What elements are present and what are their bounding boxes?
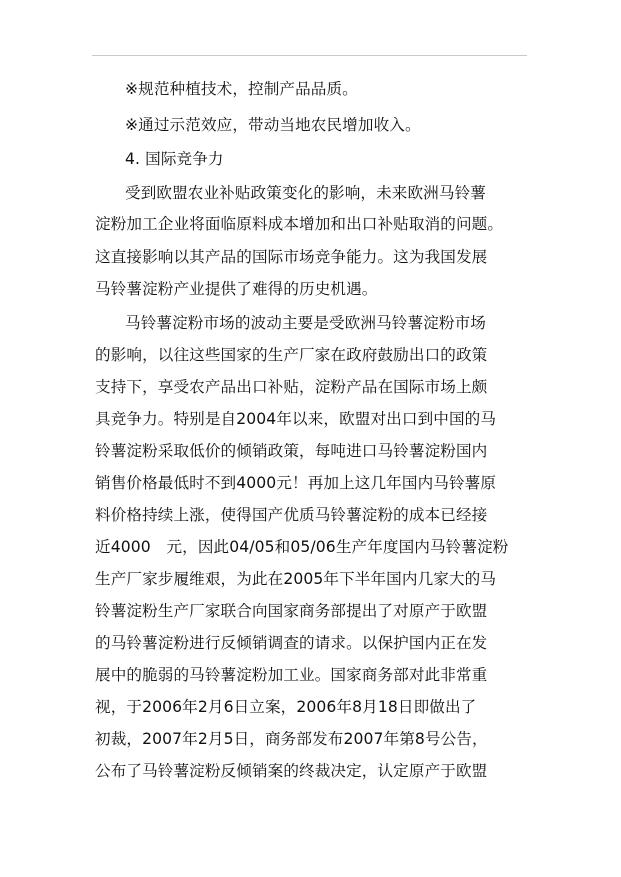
paragraph-line: 铃薯淀粉采取低价的倾销政策，每吨进口马铃薯淀粉国内	[95, 442, 488, 460]
paragraph-line: 的影响，以往这些国家的生产厂家在政府鼓励出口的政策	[95, 346, 488, 364]
bullet-item: ※规范种植技术，控制产品品质。	[125, 80, 358, 98]
paragraph-line: 受到欧盟农业补贴政策变化的影响，未来欧洲马铃薯	[125, 184, 486, 202]
bullet-item: ※通过示范效应，带动当地农民增加收入。	[125, 116, 421, 134]
paragraph-line: 销售价格最低时不到4000元！再加上这几年国内马铃薯原	[95, 474, 497, 492]
paragraph-line: 的马铃薯淀粉进行反倾销调查的请求。以保护国内正在发	[95, 634, 488, 652]
paragraph-line: 近4000 元，因此04/05和05/06生产年度国内马铃薯淀粉	[95, 538, 509, 556]
paragraph-line: 支持下，享受农产品出口补贴，淀粉产品在国际市场上颇	[95, 378, 488, 396]
paragraph-line: 马铃薯淀粉市场的波动主要是受欧洲马铃薯淀粉市场	[125, 314, 486, 332]
header-rule	[92, 55, 527, 56]
paragraph-line: 视，于2006年2月6日立案，2006年8月18日即做出了	[95, 698, 477, 716]
paragraph-line: 料价格持续上涨，使得国产优质马铃薯淀粉的成本已经接	[95, 506, 488, 524]
paragraph-line: 生产厂家步履维艰，为此在2005年下半年国内几家大的马	[95, 570, 497, 588]
paragraph-line: 具竞争力。特别是自2004年以来，欧盟对出口到中国的马	[95, 410, 497, 428]
paragraph-line: 公布了马铃薯淀粉反倾销案的终裁决定，认定原产于欧盟	[95, 762, 488, 780]
paragraph-line: 淀粉加工企业将面临原料成本增加和出口补贴取消的问题。	[95, 215, 504, 233]
paragraph-line: 这直接影响以其产品的国际市场竞争能力。这为我国发展	[95, 248, 488, 266]
paragraph-line: 马铃薯淀粉产业提供了难得的历史机遇。	[95, 280, 378, 298]
section-heading: 4. 国际竞争力	[125, 150, 224, 168]
paragraph-line: 铃薯淀粉生产厂家联合向国家商务部提出了对原产于欧盟	[95, 602, 488, 620]
paragraph-line: 展中的脆弱的马铃薯淀粉加工业。国家商务部对此非常重	[95, 666, 488, 684]
paragraph-line: 初裁，2007年2月5日，商务部发布2007年第8号公告，	[95, 730, 488, 748]
